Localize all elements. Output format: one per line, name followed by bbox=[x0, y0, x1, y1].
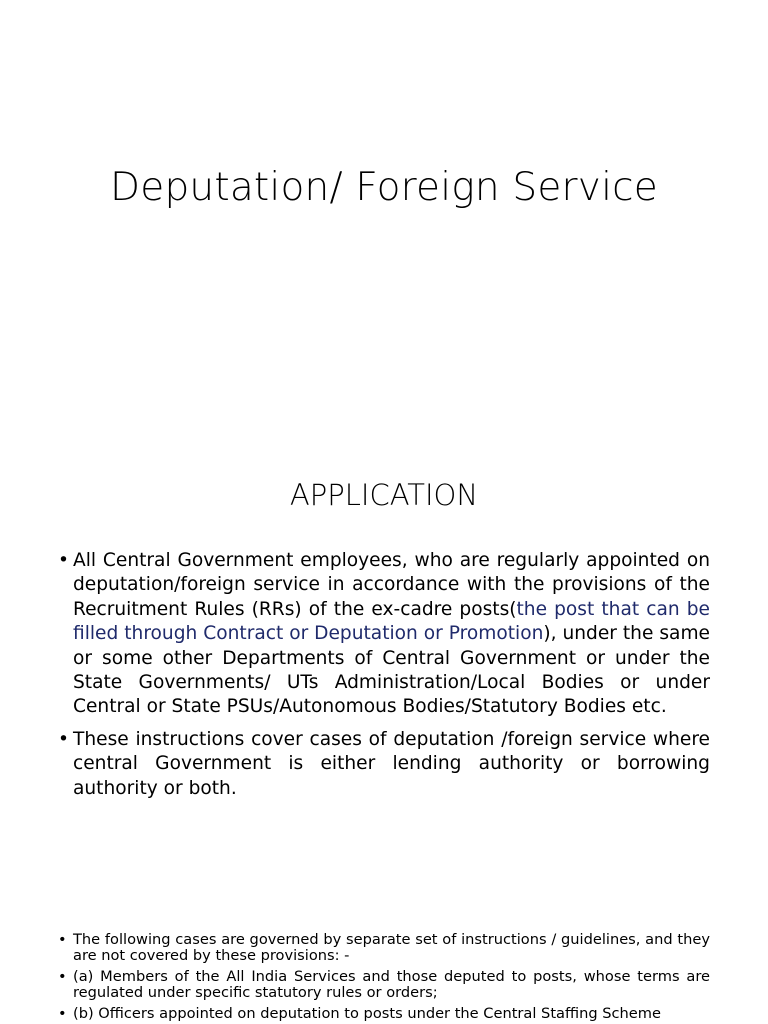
application-heading: APPLICATION bbox=[289, 478, 479, 512]
exclusions-bullet-list bbox=[58, 932, 710, 1024]
exclusions-bullet-1-text: The following cases are governed by separate set of instructions / guidelines, and they are not covered by these provisions: - bbox=[73, 931, 710, 964]
slide-exclusions bbox=[0, 866, 768, 1024]
exclusions-bullet-3 bbox=[58, 1006, 710, 1022]
bullet-2-text: These instructions cover cases of deputation /foreign service where central Government is either lending authority or borrowing authority or both. bbox=[73, 728, 710, 799]
slide-title bbox=[0, 0, 768, 432]
slide-application bbox=[0, 432, 768, 866]
application-bullet-list bbox=[58, 549, 710, 809]
exclusions-bullet-1 bbox=[58, 932, 710, 964]
exclusions-bullet-2 bbox=[58, 969, 710, 1001]
application-bullet-2 bbox=[58, 728, 710, 801]
application-bullet-1 bbox=[58, 549, 710, 720]
bullet-1-highlight: the post that can be filled through Contract or Deputation or Promotion bbox=[73, 598, 710, 645]
slide-title-heading: Deputation/ Foreign Service bbox=[110, 165, 658, 210]
exclusions-bullet-2-text: (a) Members of the All India Services and those deputed to posts, whose terms are regulated under specific statutory rules or orders; bbox=[73, 968, 710, 1001]
bullet-1-text-start: All Central Government employees, who are regularly appointed on deputation/foreign service in accordance with the provisions of the Recruitment Rules (RRs) of the ex-cadre posts( bbox=[73, 550, 710, 620]
exclusions-bullet-3-text: (b) Officers appointed on deputation to posts under the Central Staffing Scheme bbox=[73, 1005, 661, 1022]
bullet-1-text-end: ), under the same or some other Departments of Central Government or under the State Governments/ UTs Administration/Local Bodies or under Central or State PSUs/Autonomous Bodies/Statutory Bodies etc. bbox=[73, 623, 710, 718]
